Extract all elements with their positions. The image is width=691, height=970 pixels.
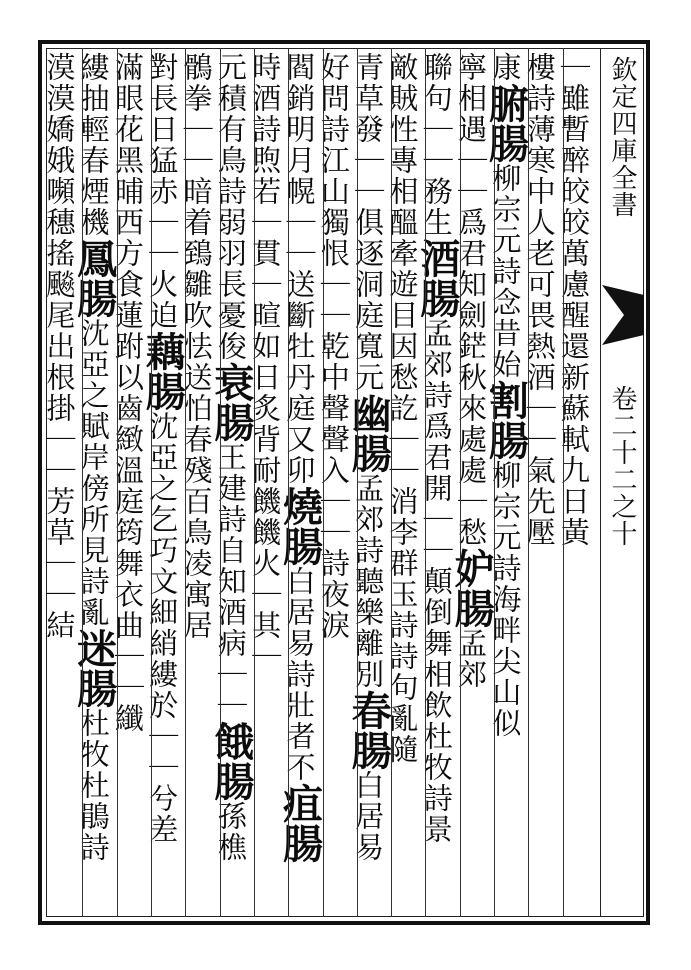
column-text: 閻銷明月幌｜｜送斷牡丹庭又卯 bbox=[282, 52, 317, 486]
fish-tail-mark-icon bbox=[602, 285, 644, 345]
edge-title: 欽定四庫全書 bbox=[607, 56, 637, 218]
column-text: 聯句｜｜務生 bbox=[419, 52, 454, 238]
column-rule bbox=[357, 48, 358, 917]
text-column bbox=[522, 52, 562, 912]
headword: 酒腸 bbox=[413, 238, 461, 318]
column-text: 鶻拳｜｜暗着鵄雛吹 bbox=[179, 52, 214, 331]
text-column bbox=[448, 52, 496, 912]
column-text: 康 bbox=[488, 52, 523, 83]
headword: 藕腸 bbox=[139, 331, 187, 411]
column-text: 漠漠嬌娥嚬 bbox=[42, 52, 77, 207]
headword: 鳳腸 bbox=[70, 238, 118, 318]
text-column bbox=[179, 52, 219, 912]
column-rule bbox=[494, 48, 495, 917]
column-rule bbox=[220, 48, 221, 917]
text-column bbox=[385, 52, 425, 912]
headword: 腑腸 bbox=[482, 83, 530, 163]
column-rule bbox=[82, 48, 83, 917]
headword: 割腸 bbox=[482, 380, 530, 460]
column-rule bbox=[563, 48, 564, 917]
column-rule bbox=[185, 48, 186, 917]
column-text: 孟郊詩爲君開｜｜顛倒舞相飲杜牧詩景 bbox=[419, 318, 454, 845]
column-text: 王建詩自知酒病｜｜ bbox=[213, 442, 248, 721]
column-text: 孟郊詩聽樂離別 bbox=[351, 473, 386, 690]
text-column bbox=[276, 52, 324, 912]
column-text: 白居易詩壯者不 bbox=[282, 566, 317, 783]
column-text: 孟郊 bbox=[454, 628, 489, 690]
headword: 妒腸 bbox=[448, 548, 496, 628]
headword: 燒腸 bbox=[276, 486, 324, 566]
text-column bbox=[345, 52, 393, 912]
column-text: 劍鋩秋來處處｜愁 bbox=[454, 300, 489, 548]
text-column bbox=[207, 52, 255, 912]
column-text: 杜牧杜鵑詩 bbox=[76, 708, 111, 863]
column-text: ｜雖暫醉皎皎萬慮醒還新蘇軾九日黃 bbox=[557, 52, 591, 548]
text-column bbox=[482, 52, 530, 912]
text-column bbox=[42, 52, 82, 912]
column-text: 白居易 bbox=[351, 770, 386, 863]
column-rule bbox=[254, 48, 255, 917]
text-column bbox=[248, 52, 288, 912]
column-rule bbox=[391, 48, 392, 917]
headword: 衰腸 bbox=[207, 362, 255, 442]
column-text: 縷抽輕春煙機 bbox=[76, 52, 111, 238]
column-rule bbox=[425, 48, 426, 917]
headword: 餓腸 bbox=[207, 721, 255, 801]
text-column bbox=[316, 52, 357, 912]
column-text: 怯送怕春殘百鳥凌 bbox=[179, 331, 214, 579]
column-text: 中聲聲入｜｜ bbox=[316, 362, 351, 548]
column-text: 相遇｜｜爲君知 bbox=[454, 83, 489, 300]
column-rule bbox=[460, 48, 461, 917]
column-text: 滿眼花黑晡西方食 bbox=[110, 52, 145, 300]
headword: 迷腸 bbox=[70, 628, 118, 708]
column-rule bbox=[288, 48, 289, 917]
column-text: 好問詩江山獨恨｜｜乾 bbox=[316, 52, 351, 362]
text-column bbox=[557, 52, 597, 912]
text-column bbox=[110, 52, 151, 912]
column-text: 牽遊目因愁訖｜｜消李群玉詩詩句亂隨 bbox=[385, 238, 420, 765]
column-rule bbox=[528, 48, 529, 917]
edge-chapter: 卷二十二之十 bbox=[607, 385, 637, 547]
text-column bbox=[413, 52, 461, 912]
column-text: 青草發｜｜俱逐洞庭寬元 bbox=[351, 52, 386, 393]
column-text: 詩夜淚 bbox=[316, 548, 351, 641]
column-text: 對長日猛赤｜｜火迫 bbox=[145, 52, 180, 331]
column-text: 耐饑饑火｜其｜ bbox=[248, 455, 283, 672]
column-text: 孫樵 bbox=[213, 801, 248, 863]
column-text: 穗搖飈尾出根掛｜｜ bbox=[42, 207, 77, 486]
headword: 疽腸 bbox=[276, 783, 324, 863]
text-column bbox=[70, 52, 118, 912]
column-text: 柳宗元詩海畔尖山似 bbox=[488, 460, 523, 739]
column-text: 元積有鳥詩弱羽長憂俊 bbox=[213, 52, 248, 362]
column-text: 寓居 bbox=[179, 579, 214, 641]
column-text: 敵賊性專相醞 bbox=[385, 52, 420, 238]
column-text: 沈亞之乞巧文細綃縷於｜｜兮差 bbox=[145, 411, 180, 845]
column-text: 時酒詩煦若｜貫｜暄如日炙背 bbox=[248, 52, 283, 455]
column-text: 寧 bbox=[454, 52, 489, 83]
column-text: 蓮跗以齒緻溫庭筠舞衣曲｜｜纖 bbox=[110, 300, 145, 734]
column-rule bbox=[323, 48, 324, 917]
column-rule bbox=[117, 48, 118, 917]
text-column bbox=[139, 52, 187, 912]
column-text: 樓詩薄寒中人老可畏熱酒｜｜氣先壓 bbox=[522, 52, 557, 548]
column-text: 芳草｜｜結 bbox=[42, 486, 77, 641]
headword: 幽腸 bbox=[345, 393, 393, 473]
column-rule bbox=[151, 48, 152, 917]
headword: 春腸 bbox=[345, 690, 393, 770]
column-text: 沈亞之賦岸傍所見詩亂 bbox=[76, 318, 111, 628]
column-text: 柳宗元詩念昔始 bbox=[488, 163, 523, 380]
